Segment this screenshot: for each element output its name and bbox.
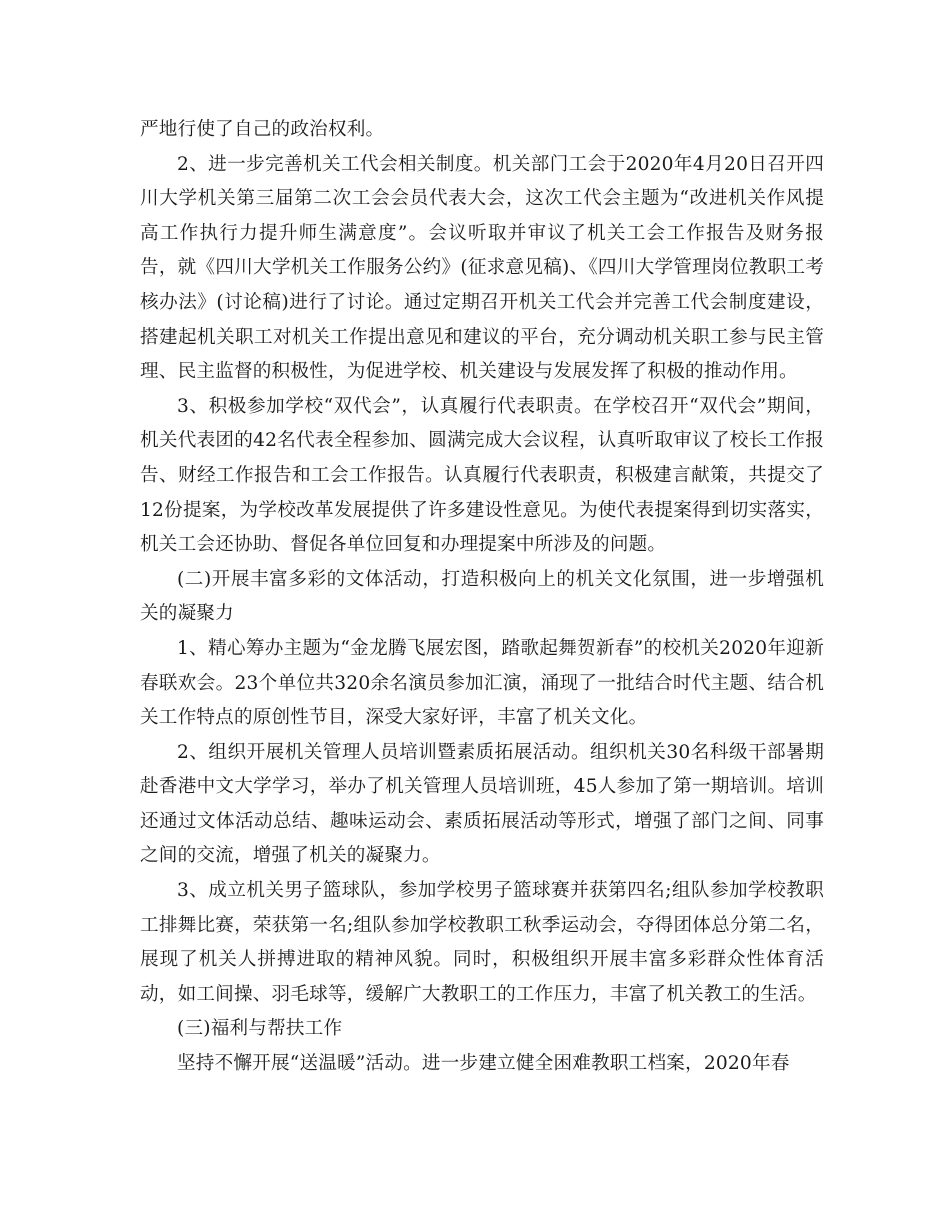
paragraph-item-3-sports: 3、成立机关男子篮球队，参加学校男子篮球赛并获第四名;组队参加学校教职工排舞比赛，荣获第一名;组队参加学校教职工秋季运动会，夺得团体总分第二名，展现了机关人拼搏进取的精神风貌。同时，积极组织开展丰富多彩群众性体育活动，如工间操、羽毛球等，缓解广大教职工的工作压力，丰富了机关教工的生活。 [140, 880, 824, 1005]
section-heading-cultural-activities: (二)开展丰富多彩的文体活动，打造积极向上的机关文化氛围，进一步增强机关的凝聚力 [140, 568, 824, 625]
paragraph-welfare-warmth: 坚持不懈开展“送温暖”活动。进一步建立健全困难教职工档案，2020年春 [177, 1053, 790, 1075]
paragraph-continuation: 严地行使了自己的政治权利。 [140, 119, 385, 140]
section-heading-welfare: (三)福利与帮扶工作 [177, 1018, 343, 1040]
paragraph-item-1-new-year-gala: 1、精心筹办主题为“金龙腾飞展宏图，踏歌起舞贺新春”的校机关2020年迎新春联欢会。23个单位共320余名演员参加汇演，涌现了一批结合时代主题、结合机关工作特点的原创性节目，深受大家好评，丰富了机关文化。 [140, 637, 824, 729]
paragraph-item-2-workers-congress: 2、进一步完善机关工代会相关制度。机关部门工会于2020年4月20日召开四川大学机关第三届第二次工会会员代表大会，这次工代会主题为“改进机关作风提高工作执行力提升师生满意度”。会议听取并审议了机关工会工作报告及财务报告，就《四川大学机关工作服务公约》(征求意见稿)、《四川大学管理岗位教职工考核办法》(讨论稿)进行了讨论。通过定期召开机关工代会并完善工代会制度建设，搭建起机关职工对机关工作提出意见和建议的平台，充分调动机关职工参与民主管理、民主监督的积极性，为促进学校、机关建设与发展发挥了积极的推动作用。 [140, 153, 824, 383]
paragraph-item-2-training: 2、组织开展机关管理人员培训暨素质拓展活动。组织机关30名科级干部暑期赴香港中文大学学习，举办了机关管理人员培训班，45人参加了第一期培训。培训还通过文体活动总结、趣味运动会、素质拓展活动等形式，增强了部门之间、同事之间的交流，增强了机关的凝聚力。 [140, 741, 824, 867]
paragraph-item-3-dual-congress: 3、积极参加学校“双代会”，认真履行代表职责。在学校召开“双代会”期间，机关代表团的42名代表全程参加、圆满完成大会议程，认真听取审议了校长工作报告、财经工作报告和工会工作报告。认真履行代表职责，积极建言献策，共提交了12份提案，为学校改革发展提供了许多建设性意见。为使代表提案得到切实落实，机关工会还协助、督促各单位回复和办理提案中所涉及的问题。 [140, 395, 824, 556]
document-body [140, 113, 824, 1082]
